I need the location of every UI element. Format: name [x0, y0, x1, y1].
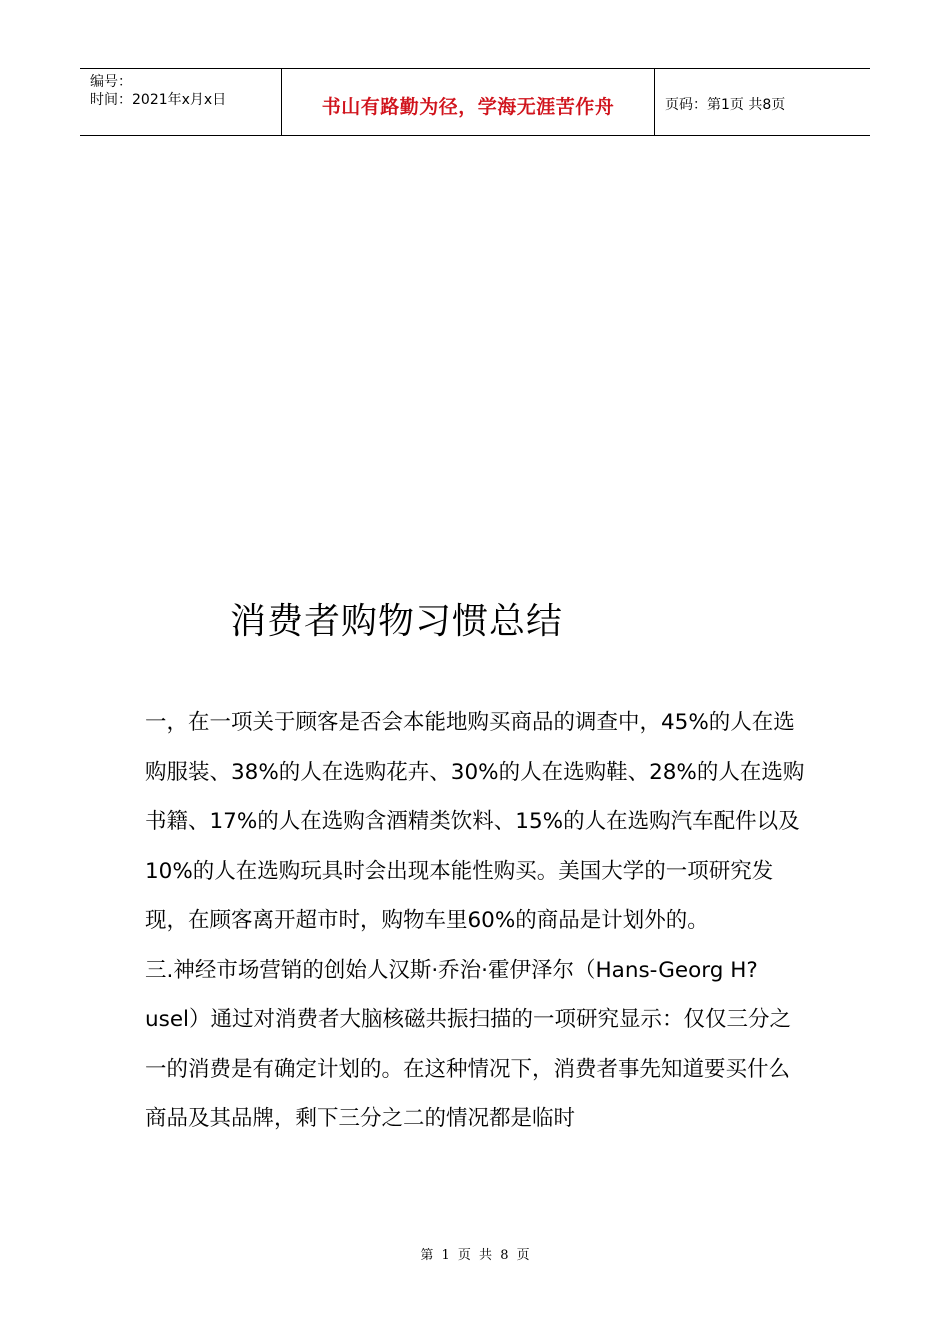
document-number-label: 编号： [90, 74, 132, 90]
header-motto: 书山有路勤为径，学海无涯苦作舟 [321, 95, 615, 118]
document-time-label: 时间：2021年x月x日 [90, 92, 227, 108]
header-motto-cell [282, 69, 655, 135]
page-footer: 第 1 页 共 8 页 [420, 1248, 530, 1263]
document-body [145, 698, 805, 1144]
document-header [80, 68, 870, 136]
header-meta-cell [80, 69, 282, 135]
document-title: 消费者购物习惯总结 [230, 601, 564, 642]
header-page-cell [655, 69, 870, 135]
header-page-label: 页码：第1页 共8页 [665, 97, 786, 113]
paragraph-2: 三.神经市场营销的创始人汉斯·乔治·霍伊泽尔（Hans-Georg H?usel）通过对消费者大脑核磁共振扫描的一项研究显示：仅仅三分之一的消费是有确定计划的。在这种情况下，消费者事先知道要买什么商品及其品牌，剩下三分之二的情况都是临时 [145, 957, 792, 1131]
paragraph-1: 一，在一项关于顾客是否会本能地购买商品的调查中，45%的人在选购服装、38%的人在选购花卉、30%的人在选购鞋、28%的人在选购书籍、17%的人在选购含酒精类饮料、15%的人在选购汽车配件以及10%的人在选购玩具时会出现本能性购买。美国大学的一项研究发现，在顾客离开超市时，购物车里60%的商品是计划外的。 [145, 710, 805, 933]
